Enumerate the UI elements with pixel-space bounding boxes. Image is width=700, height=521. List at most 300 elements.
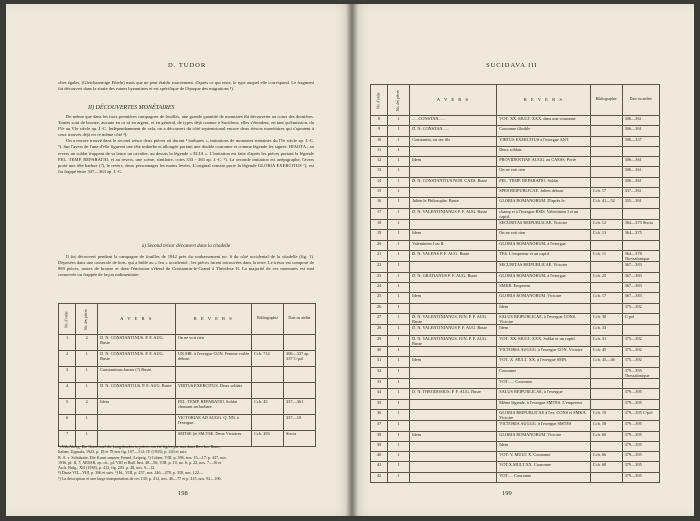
cell-revers: VOT. XX. MULT. XXX. Soldat et un captif. xyxy=(497,335,591,346)
cell-date: 337—361 xyxy=(622,188,659,198)
col-header-avers: A V E R S xyxy=(98,304,176,335)
cell-bibliography xyxy=(590,116,622,126)
table-row xyxy=(371,188,660,198)
cell-revers: VIRTUS EXERCITUS. Deux soldats xyxy=(175,383,251,399)
cell-pieces: 1 xyxy=(388,116,410,126)
cell-bibliography xyxy=(590,262,622,272)
table-row xyxy=(371,177,660,187)
cell-bibliography xyxy=(590,472,622,482)
cell-revers: Idem xyxy=(497,303,591,313)
cell-pieces: 1 xyxy=(388,409,410,420)
table-row xyxy=(371,126,660,136)
footnote-line: Arch. Bulg., XII (1938), p. 412, fig. 203. p. 48, nos. 9—12. xyxy=(58,465,156,471)
left-paragraph-after xyxy=(58,254,314,278)
col-header-revers: R E V E R S xyxy=(497,85,591,116)
cell-bibliography: Cch. 17 xyxy=(590,188,622,198)
cell-avers xyxy=(410,262,497,272)
cell-bibliography: Cch. 293 xyxy=(252,431,284,447)
col-header-bibliography: Bibliographie xyxy=(252,304,284,335)
right-coin-table xyxy=(370,84,660,483)
cell-bibliography: Cch. 60 xyxy=(590,431,622,441)
cell-order: 34 xyxy=(371,389,388,399)
cell-order: 12 xyxy=(371,157,388,167)
cell-order: 17 xyxy=(371,208,388,219)
table-row xyxy=(371,389,660,399)
footnotes xyxy=(58,444,314,481)
cell-order: 6 xyxy=(59,415,76,431)
section-heading: II) DÉCOUVERTES MONÉTAIRES xyxy=(88,105,175,111)
cell-bibliography xyxy=(590,167,622,177)
cell-avers xyxy=(410,421,497,431)
cell-order: 30 xyxy=(371,346,388,356)
cell-date: 375—392 xyxy=(622,357,659,367)
cell-avers: Idem xyxy=(410,230,497,240)
cell-avers xyxy=(410,282,497,292)
cell-revers xyxy=(175,367,251,383)
cell-bibliography xyxy=(590,146,622,156)
table-row xyxy=(371,462,660,472)
footnote-line: B. A. v. Schubotte, Die Kunst unserer Fremd. Leipzig, ⁵) Cohen, VIII, p. 396, nos. 15—17; p. 447, nos. xyxy=(58,454,227,460)
cell-avers: Idem xyxy=(98,399,176,415)
table-row xyxy=(59,399,316,415)
cell-order: 42 xyxy=(371,472,388,482)
right-running-head: SUCIDAVA III xyxy=(486,62,538,69)
footnote-line: Italien, Uppsala, 1923, p. 18 et 78 nos fig. 107—112; IV (1935), p. 243 et suiv. xyxy=(58,449,188,455)
cell-bibliography xyxy=(590,126,622,136)
cell-avers xyxy=(410,409,497,420)
cell-pieces: 1 xyxy=(388,157,410,167)
left-intro-text xyxy=(58,80,314,92)
left-body-text xyxy=(58,114,314,175)
cell-revers: FEL. TEMP. REPARATIO. Soldat xyxy=(497,177,591,187)
cell-date: 379—395 xyxy=(622,421,659,431)
cell-date xyxy=(284,367,316,383)
cell-avers xyxy=(410,378,497,388)
cell-pieces: 2 xyxy=(76,335,98,351)
cell-bibliography: Cch. 45 xyxy=(252,399,284,415)
cell-revers: VOT...... Couronne xyxy=(497,378,591,388)
cell-revers: GLORIA ROMANORUM, à l'exergue xyxy=(497,272,591,282)
cell-revers: VICTORIA AUGGG. à l'exergue CON. Victoire xyxy=(497,346,591,356)
cell-date: 379—395 xyxy=(622,441,659,451)
cell-bibliography xyxy=(590,208,622,219)
cell-revers: VOT. X. MULT. XX. à l'exergue SMN. xyxy=(497,357,591,367)
table-row xyxy=(371,136,660,146)
cell-date: 337—18 xyxy=(284,415,316,431)
table-row xyxy=(371,293,660,303)
col-header-pieces: No. des pièces xyxy=(388,85,410,116)
table-row xyxy=(59,415,316,431)
cell-avers xyxy=(410,367,497,378)
table-row xyxy=(371,220,660,230)
cell-revers: SECURITAS REIPUBLICAE. Victoire xyxy=(497,262,591,272)
cell-pieces: 1 xyxy=(388,325,410,335)
cell-avers: Idem xyxy=(410,431,497,441)
col-header-pieces: No. des pièces xyxy=(76,304,98,335)
subsection-heading: a) Second trésor découvert dans la citadelle xyxy=(141,244,231,249)
cell-bibliography xyxy=(590,177,622,187)
table-row xyxy=(371,272,660,282)
cell-bibliography: Cch. 11 xyxy=(590,250,622,261)
cell-avers: D. N. VALENTINIANUS P. F. AUG. Buste xyxy=(410,325,497,335)
cell-avers xyxy=(410,146,497,156)
cell-order: 26 xyxy=(371,303,388,313)
cell-order: 4 xyxy=(59,383,76,399)
left-running-head: D. TUDOR xyxy=(168,62,207,69)
cell-date: 379—395 xyxy=(622,399,659,409)
cell-date xyxy=(622,208,659,219)
cell-order: 32 xyxy=(371,367,388,378)
cell-pieces: 1 xyxy=(388,303,410,313)
cell-revers: Même légende, à l'exergue SMTES. L'empereur xyxy=(497,399,591,409)
cell-avers: D. N. CONSTANTIUS NOB. CAES. Buste xyxy=(410,177,497,187)
left-table-body xyxy=(59,335,316,447)
cell-pieces: 1 xyxy=(388,293,410,303)
cell-order: 7 xyxy=(59,431,76,447)
cell-date: 379—395 xyxy=(622,462,659,472)
cell-avers xyxy=(410,472,497,482)
cell-revers: SPES REIPUBLICAE. Julien debout xyxy=(497,188,591,198)
cell-revers: On ne voit rien xyxy=(497,230,591,240)
cell-revers: TES. L'empereur et un captif. xyxy=(497,250,591,261)
cell-date: 367—383 xyxy=(622,272,659,282)
left-page-number: 198 xyxy=(178,490,188,497)
cell-bibliography: Cch. 41—52 xyxy=(590,198,622,208)
cell-pieces: 1 xyxy=(76,415,98,431)
cell-avers xyxy=(410,462,497,472)
table-row xyxy=(371,357,660,367)
cell-avers: D. N. GRATIANUS P. F. AUG. Buste xyxy=(410,272,497,282)
footnote-line: 1936, pl. II, 7; ARSSR, op. cit., pl. VIII et Bull. Inst. 48—56; VIII, p. 10, no. 6; p. 22, nos. 7—16 et xyxy=(58,459,222,465)
table-row xyxy=(59,335,316,351)
cell-date: 306—361 xyxy=(622,177,659,187)
table-row xyxy=(371,421,660,431)
table-header-row xyxy=(59,304,316,335)
cell-date: 367—383 xyxy=(622,293,659,303)
cell-revers: SECURITAS REIPUBLICAE. Victoire xyxy=(497,220,591,230)
cell-avers: D. N. CONSTANTINUS. P. F. AUG. Buste xyxy=(98,351,176,367)
cell-avers: Valentinien I ou II. xyxy=(410,240,497,250)
cell-pieces: 1 xyxy=(388,452,410,462)
table-row xyxy=(371,441,660,451)
cell-bibliography: Cch. 12 xyxy=(590,220,622,230)
cell-date: 379—395 xyxy=(622,431,659,441)
cell-order: 22 xyxy=(371,262,388,272)
col-header-order: No. d'ordre xyxy=(59,304,76,335)
cell-pieces: 1 xyxy=(388,177,410,187)
table-row xyxy=(371,452,660,462)
cell-date xyxy=(622,146,659,156)
cell-date: C-pol xyxy=(622,313,659,324)
cell-bibliography: Cch. 714 xyxy=(252,351,284,367)
cell-avers: D. N. CONSTANTINUS. P. F. AUG. Buste xyxy=(98,335,176,351)
cell-pieces: 1 xyxy=(388,198,410,208)
cell-bibliography: Cch. 33 xyxy=(590,325,622,335)
cell-avers: Constantinus Junior (?) Buste. xyxy=(98,367,176,383)
cell-order: 10 xyxy=(371,136,388,146)
cell-revers: FEL. TEMP. REPARATIO. Soldat chassant un barbare xyxy=(175,399,251,415)
cell-order: 23 xyxy=(371,272,388,282)
cell-avers: D. N. THEODOSIUS. P. F. AUG. Buste xyxy=(410,389,497,399)
cell-bibliography: Cch. 25 xyxy=(590,272,622,282)
cell-order: 29 xyxy=(371,335,388,346)
cell-revers: SALUS REIPUBLICAE, à l'exergue CONS. Victoire xyxy=(497,313,591,324)
cell-bibliography: Cch. 17 xyxy=(590,293,622,303)
cell-date: 379—395 xyxy=(622,472,659,482)
cell-pieces: 1 xyxy=(388,357,410,367)
cell-avers: Julien le Philosophe. Buste xyxy=(410,198,497,208)
col-header-avers: A V E R S xyxy=(410,85,497,116)
cell-order: 25 xyxy=(371,293,388,303)
cell-revers: Couronne xyxy=(497,367,591,378)
cell-date: 355—361 xyxy=(622,198,659,208)
table-row xyxy=(371,230,660,240)
table-row xyxy=(371,157,660,167)
cell-date: 364—378 Thessalonique xyxy=(622,250,659,261)
cell-pieces: 1 xyxy=(388,346,410,356)
cell-date: Siscia xyxy=(284,431,316,447)
cell-pieces: 1 xyxy=(388,282,410,292)
cell-pieces: 1 xyxy=(388,431,410,441)
cell-bibliography: Cch. 31 xyxy=(590,335,622,346)
cell-bibliography: Cch. 30 xyxy=(590,313,622,324)
cell-bibliography: Cch. 19 xyxy=(590,409,622,420)
cell-date: 364—375 xyxy=(622,230,659,240)
cell-avers: Idem xyxy=(410,293,497,303)
table-row xyxy=(371,431,660,441)
table-row xyxy=(371,146,660,156)
cell-pieces: 1 xyxy=(388,399,410,409)
cell-order: 39 xyxy=(371,441,388,451)
cell-avers: D. N. VALENTINIANUS. IUN. P. F. AUG. Buste xyxy=(410,313,497,324)
cell-revers: GLORIA ROMANORUM. D'après le xyxy=(497,198,591,208)
cell-avers xyxy=(410,220,497,230)
cell-order: 20 xyxy=(371,240,388,250)
col-header-date: Date ou atelier xyxy=(284,304,316,335)
body-paragraph-1: De même que dans les trois premières campagnes de fouilles, une grande quantité de monnaies fût découverte au cours des dernières. Toutes sont de bronze, aucune en or ni en argent, et en général, de types déjà connue à Sucidava; elles s'étendent, en tant qu'émission, du IVe au VIe siècle ap. J.-C. Indépendamment de cela, on a découvert du côté septentrional encore deux trésors monétaires qui s'ajoutent à ceux trouvés déjà en ce même côté ⁴). xyxy=(58,114,314,138)
cell-bibliography xyxy=(590,157,622,167)
left-page xyxy=(6,4,352,516)
cell-bibliography: Cch. 68 xyxy=(590,462,622,472)
cell-avers: D. N. CONSTAN...... xyxy=(410,126,497,136)
cell-order: 38 xyxy=(371,431,388,441)
cell-pieces: 1 xyxy=(76,383,98,399)
cell-date xyxy=(284,335,316,351)
cell-avers: D. N. VALENS P. F. AUG. Buste xyxy=(410,250,497,261)
table-row xyxy=(371,262,660,272)
cell-pieces: 1 xyxy=(388,472,410,482)
table-row xyxy=(371,116,660,126)
cell-bibliography xyxy=(252,367,284,383)
cell-revers: GLORIA ROMANORUM, à l'exergue xyxy=(497,240,591,250)
cell-pieces: 1 xyxy=(76,351,98,367)
cell-pieces: 1 xyxy=(388,126,410,136)
cell-revers: VOT.X.MULT.XX. Couronne xyxy=(497,462,591,472)
cell-order: 19 xyxy=(371,230,388,240)
cell-avers xyxy=(410,346,497,356)
book-spread xyxy=(6,4,694,516)
table-row xyxy=(371,282,660,292)
cell-revers: On ne voit rien xyxy=(175,335,251,351)
cell-date: 306—337 xyxy=(622,136,659,146)
cell-revers: champ et à l'exergue BSIS. Valentinien I et un captif. xyxy=(497,208,591,219)
table-row xyxy=(59,351,316,367)
table-row xyxy=(371,399,660,409)
cell-pieces: 1 xyxy=(388,462,410,472)
cell-avers xyxy=(98,415,176,431)
cell-bibliography: Cch. 58 xyxy=(590,421,622,431)
cell-avers xyxy=(410,399,497,409)
cell-date: 367—383 xyxy=(622,282,659,292)
cell-date xyxy=(284,383,316,399)
footnote-line: ³) Nils Aberg, Die Goten und die Langobarden in pièces ont été figées par moi dans Rev. Int. Rom., xyxy=(58,444,221,449)
cell-revers: Idem xyxy=(497,325,591,335)
cell-date: 379—395 xyxy=(622,452,659,462)
cell-order: 36 xyxy=(371,409,388,420)
cell-revers: UN.MR. à l'exergue CON. Femme voilée debout xyxy=(175,351,251,367)
cell-pieces: 1 xyxy=(388,240,410,250)
cell-bibliography xyxy=(252,415,284,431)
cell-order: 28 xyxy=(371,325,388,335)
cell-avers xyxy=(410,303,497,313)
cell-order: 41 xyxy=(371,462,388,472)
table-row xyxy=(371,250,660,261)
cell-order: 8 xyxy=(371,116,388,126)
cell-pieces: 1 xyxy=(388,389,410,399)
table-row xyxy=(371,335,660,346)
table-row xyxy=(59,383,316,399)
cell-pieces: 1 xyxy=(388,335,410,346)
col-header-revers: R E V E R S xyxy=(175,304,251,335)
table-row xyxy=(371,346,660,356)
cell-order: 5 xyxy=(59,399,76,415)
cell-avers: D. N. VALENTINIANUS. IUN. P. F. AUG. Buste xyxy=(410,335,497,346)
cell-date xyxy=(622,378,659,388)
cell-order: 37 xyxy=(371,421,388,431)
cell-revers: On ne voit rien xyxy=(497,167,591,177)
cell-pieces: 1 xyxy=(388,367,410,378)
cell-pieces: 1 xyxy=(388,220,410,230)
cell-avers: D. N. CONSTANTIUS. P. F. AUG. Buste xyxy=(98,383,176,399)
col-header-order: No. d'ordre xyxy=(371,85,388,116)
cell-revers: SMTSE (et SM.TSE. Deux Victoires. xyxy=(175,431,251,447)
cell-date xyxy=(622,240,659,250)
cell-pieces: 1 xyxy=(388,167,410,177)
cell-revers: Deux soldats xyxy=(497,146,591,156)
cell-bibliography xyxy=(590,441,622,451)
cell-order: 27 xyxy=(371,313,388,324)
cell-pieces: 1 xyxy=(388,208,410,219)
cell-order: 24 xyxy=(371,282,388,292)
cell-pieces: 1 xyxy=(388,230,410,240)
cell-pieces: 1 xyxy=(388,146,410,156)
body-paragraph-2: On a encore trouvé dans le second trésor deux pièces où durant ² barbares », imitations de monnaies romaines du IVe siècle ap. J.-C. ⁵). Sur l'avers de l'une d'elle figurent une tête imberbe et allongée portant une double couronne et comme légende les signes: HIAOTA.; au revers un soldat frappant de sa lance un cavalier, au dessus la légende « ELIA ». L'imitation est faite d'après les pièces portant la légende FEL. TEMP. REPARATIO, et au revers, une scène, similaire, cotes 333 - 363 ap. J.-C. ⁶). La seconde imitation est anépigraphe, l'avers porte une tête barbue (?), le revers, deux personnages les mains levées, L'original romain porte la légende GLORIA EXERCITUS ⁷), est fut frappé entre 337—363 ap. J.-C. xyxy=(58,138,314,174)
cell-bibliography xyxy=(252,335,284,351)
cell-pieces: 1 xyxy=(388,421,410,431)
cell-date: 367—383 xyxy=(622,262,659,272)
table-row xyxy=(371,313,660,324)
table-row xyxy=(371,240,660,250)
cell-revers: VOT. V. MULT. X. Couronne xyxy=(497,452,591,462)
book-gutter xyxy=(346,4,358,516)
table-row xyxy=(371,378,660,388)
cell-avers xyxy=(410,188,497,198)
cell-pieces: 1 xyxy=(388,441,410,451)
cell-pieces: 1 xyxy=(388,313,410,324)
footnote-line: ⁵) La description et une large interpretation de ces 130; p. 412, nos. 46—77 et p. 415, nos. 92—106. xyxy=(58,475,222,481)
cell-date: 337—361 xyxy=(284,399,316,415)
table-row xyxy=(371,325,660,335)
col-header-date: Date ou atelier xyxy=(622,85,659,116)
cell-bibliography xyxy=(590,399,622,409)
cell-bibliography: Cch. 66 xyxy=(590,452,622,462)
intro-paragraph: clies égales, (Gleichzarmige Fibeln) mais que ne peut établir exactement, d'après ce qui reste, le type auquel elle correspond. Le fragment fut découvert dans la strate des ruines byzantines et est spécifique de l'époque des migrations ³). xyxy=(58,80,314,92)
table-row xyxy=(59,367,316,383)
table-row xyxy=(371,167,660,177)
cell-revers: VOT. XX. MULT. XXX. dans une couronne xyxy=(497,116,591,126)
cell-pieces: 1 xyxy=(388,262,410,272)
cell-bibliography xyxy=(590,136,622,146)
cell-bibliography xyxy=(252,383,284,399)
cell-pieces: 1 xyxy=(388,378,410,388)
left-coin-table xyxy=(58,303,316,447)
cell-date: 379—395 xyxy=(622,389,659,399)
cell-order: 1 xyxy=(59,335,76,351)
cell-date: 379—395 C-pol xyxy=(622,409,659,420)
cell-order: 13 xyxy=(371,167,388,177)
cell-date: 306—337 ap. 337 C-pol xyxy=(284,351,316,367)
table-row xyxy=(371,472,660,482)
cell-date: 375—392 xyxy=(622,303,659,313)
cell-pieces: 2 xyxy=(76,399,98,415)
cell-bibliography xyxy=(590,378,622,388)
cell-bibliography: Cch. 45—46 xyxy=(590,357,622,367)
cell-bibliography: Cch. 45 xyxy=(590,346,622,356)
cell-pieces: 1 xyxy=(76,431,98,447)
cell-revers: GLORIA ROMANORUM. Victoire xyxy=(497,431,591,441)
cell-avers xyxy=(410,452,497,462)
body-paragraph-3: Il fut découvert pendant la campagne de fouilles de 1942 près du soubassement no. 6 du côté occidental de la citadelle (fig. 1). Déposées dans une casserole de bois, qui a brûlé au « feu » accidentel ; les pièces furent retrouvées dans la terre. Le trésor est composé de 889 pièces, toutes de bronze et dont l'émission s'étend de Constantin-le-Grand à Théodose II. La majorité de ces monnaies est mal conservée ou frappée de façon rudimentaire. xyxy=(58,254,314,278)
footnote-line: ⁴) Dacia VII—VIII, p. 386 et suiv. ⁶) Id., VIII, p. 257, nos. 246—278, p. 350, nos. 122— xyxy=(58,470,204,476)
cell-avers xyxy=(410,167,497,177)
cell-revers: VICTORIAE AD AUGG. Q. NN. à l'exergue: xyxy=(175,415,251,431)
cell-revers: GLORIA REIPUBLICAE à l'ex. CONS et SMKA. Victoire xyxy=(497,409,591,420)
cell-pieces: 1 xyxy=(388,272,410,282)
cell-avers: ......CONSTAN...... xyxy=(410,116,497,126)
right-table-body xyxy=(371,116,660,483)
cell-date xyxy=(622,325,659,335)
cell-date: 306—361 xyxy=(622,167,659,177)
cell-date: 364—375 Siscia xyxy=(622,220,659,230)
cell-date: 379—395 Thessalonique xyxy=(622,367,659,378)
cell-date: 375—392 xyxy=(622,335,659,346)
cell-pieces: 1 xyxy=(76,367,98,383)
cell-revers: GLORIA ROMANORUM. Victoire xyxy=(497,293,591,303)
cell-order: 40 xyxy=(371,452,388,462)
cell-order: 18 xyxy=(371,220,388,230)
cell-revers: SALUS REIPUBLICAE, à l'exergue xyxy=(497,389,591,399)
cell-revers: VICTORIA AUGGG. à l'exergue SMTES xyxy=(497,421,591,431)
table-header-row xyxy=(371,85,660,116)
cell-order: 35 xyxy=(371,399,388,409)
cell-date: 306—361 xyxy=(622,126,659,136)
cell-revers: Couronne illisible xyxy=(497,126,591,136)
cell-date: 306—361 xyxy=(622,157,659,167)
cell-bibliography xyxy=(590,282,622,292)
cell-revers: VIRTUS EXERCITUS à l'exergue ANT. xyxy=(497,136,591,146)
cell-revers: PROVIDENTIAE AUGG. au CAESS. Porte xyxy=(497,157,591,167)
cell-order: 9 xyxy=(371,126,388,136)
